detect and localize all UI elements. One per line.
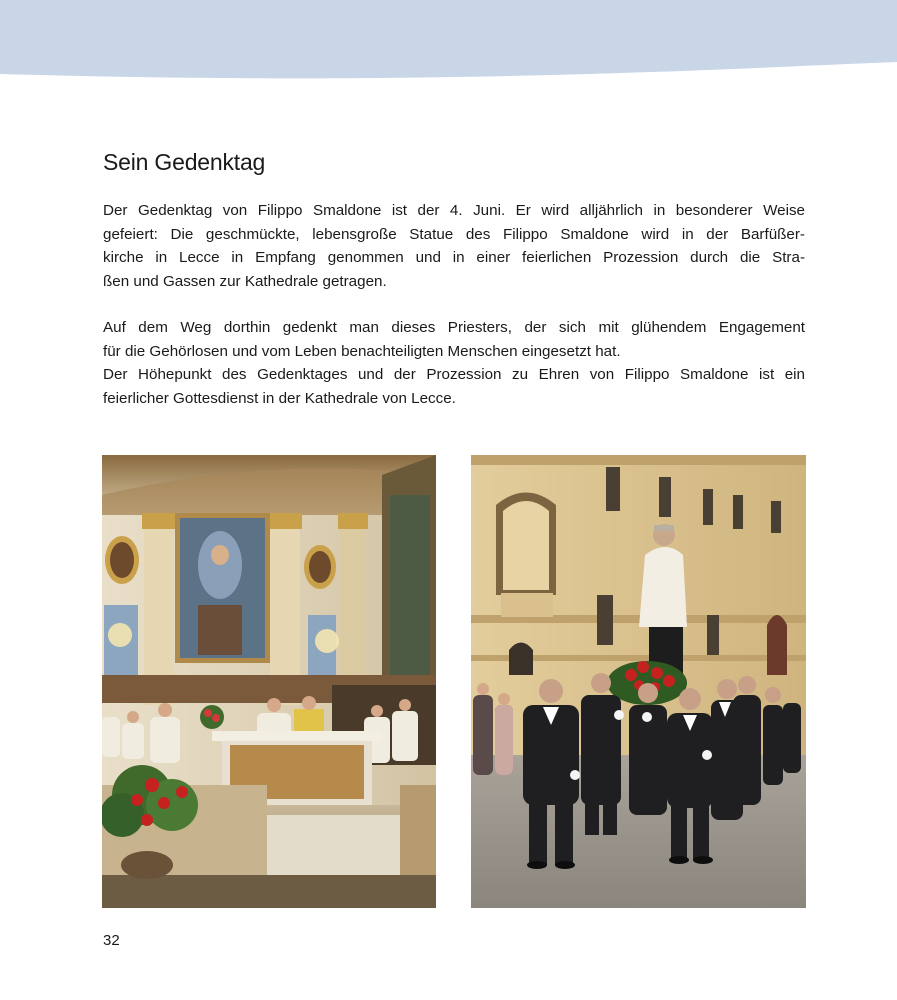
text-line: ßen und Gassen zur Kathedrale getragen. bbox=[103, 272, 387, 290]
text-line: Auf dem Weg dorthin gedenkt man dieses Priesters, der sich mit glühendem Engagement bbox=[103, 319, 805, 336]
paragraph-procession bbox=[103, 316, 805, 410]
page-title: Sein Gedenktag bbox=[103, 149, 266, 175]
cathedral-mass-photo bbox=[102, 455, 436, 908]
text-line: für die Gehörlosen und vom Leben benachteiligten Menschen eingesetzt hat. bbox=[103, 342, 621, 360]
header-band bbox=[0, 0, 897, 90]
page-number: 32 bbox=[103, 932, 120, 949]
text-line: Der Gedenktag von Filippo Smaldone ist der 4. Juni. Er wird alljährlich in besonderer Weise bbox=[103, 202, 805, 219]
text-line: gefeiert: Die geschmückte, lebensgroße Statue des Filippo Smaldone wird in der Barfüßer- bbox=[103, 225, 805, 243]
procession-photo bbox=[471, 455, 806, 908]
paragraph-intro bbox=[103, 199, 805, 293]
text-line: Der Höhepunkt des Gedenktages und der Prozession zu Ehren von Filippo Smaldone ist ein bbox=[103, 366, 805, 383]
text-line: feierlicher Gottesdienst in der Kathedrale von Lecce. bbox=[103, 389, 456, 407]
text-line: kirche in Lecce in Empfang genommen und in einer feierlichen Prozession durch die Stra- bbox=[103, 249, 805, 266]
